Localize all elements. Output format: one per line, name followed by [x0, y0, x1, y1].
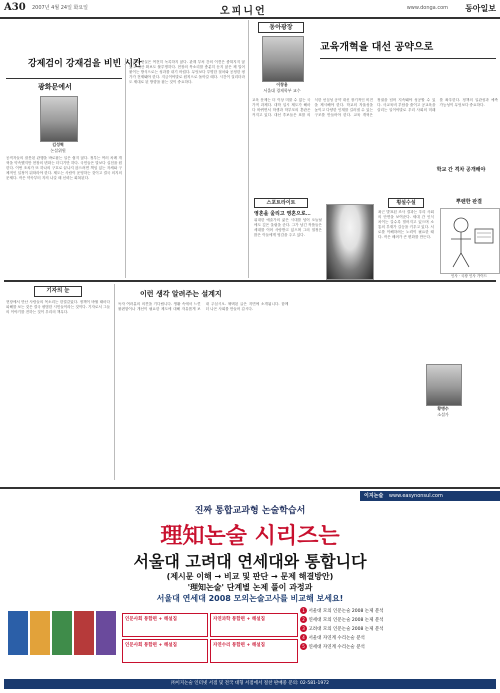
editorial-body: 교육 문제는 더 이상 미룰 수 없는 국가적 과제다. 대학 입시 제도가 해마다 바뀌면서 학생과 학부모의 혼란은 커지고 있다. 대선 후보들은 표를 의식한 선심성 공약 대신 장기적인 비전을 제시해야 한다. 학교의 자율성을 높이고 다양한 인재를 길러낼 수 있는 구조를 만들어야 한다. 교육 개혁은 정권을 넘어 지속돼야 성공할 수 있다. 사교육비 부담을 줄이고 공교육을 살리는 일이야말로 우리 사회의 미래를 좌우한다. 정책의 일관성과 예측 가능성이 무엇보다 중요하다. [252, 98, 498, 118]
section-title: 오피니언 [220, 6, 267, 17]
ad-book-text: 연세대 모의 인문논술 2008 논제 분석 [308, 618, 384, 623]
ad-book-item [300, 607, 494, 616]
page-date: 2007년 4월 24일 화요일 [32, 5, 89, 11]
page-header [0, 0, 500, 19]
ad-footer: ㈜이지논술 인터넷 서점 및 전국 대형 서점에서 절찬 판매중 문의: 02-581-1972 [4, 679, 496, 689]
ad-big-sub: 서울대 고려대 연세대와 통합니다 [133, 552, 367, 571]
mid-rule [4, 280, 496, 282]
editorial-writer-role: 서울대 경제학부 교수 [263, 88, 301, 93]
col1-author-name: 김성혁 [52, 142, 64, 147]
editorial-rule [320, 58, 496, 59]
col1-body: 공직자들의 잘못된 관행을 바로잡는 일은 쉽지 않다. 정부는 여러 차례 개혁을 약속했지만 현장의 변화는 더디기만 하다. 국민들은 말보다 실천을 원한다. 이번 조치가 또 하나의 구호로 끝나지 않으려면 책임 있는 자세와 구체적인 일정이 뒤따라야 한다. 제도는 사람이 운영하는 것이고 결국 의지의 문제다. 작은 약속부터 지켜 나갈 때 신뢰는 회복된다. [6, 156, 122, 181]
ad-book-num: 3 [300, 625, 307, 632]
ad-book-text: 서울대 모의 인문논술 2008 논제 분석 [308, 609, 384, 614]
reader-body: 독자 여러분의 의견을 기다립니다. 생활 속에서 느낀 불편함이나 개선이 필요한 제도에 대해 자유롭게 보내 주십시오. 채택된 글은 지면에 소개됩니다. 함께 더 나은 사회를 만들어 갑시다. [118, 302, 289, 312]
cheongsimsang-label: 횡설수설 [388, 198, 424, 208]
ad-book-text: 서울대 자연계 수리논술 분석 [308, 636, 365, 641]
col1-column-title: 광화문에서 [38, 82, 72, 91]
ad-book-num: 5 [300, 643, 307, 650]
ad-sub1: (제시문 이해 → 비교 및 판단 → 문제 해결방안) [166, 572, 334, 581]
site-url: www.donga.com [406, 5, 448, 11]
col2-body: 그러나 현실은 여전히 녹록하지 않다. 관계 부처 간의 이견은 좁혀지지 않았고 예산 확보도 불투명하다. 현장의 목소리를 충분히 듣지 않은 채 밀어붙이는 방식으로는 성과를 내기 어렵다. 무엇보다 투명한 절차와 공정한 평가가 전제돼야 한다. 지금이야말로 원칙으로 돌아갈 때다. 시간이 걸리더라도 제대로 된 방향을 잡는 것이 중요하다. [129, 60, 245, 85]
ad-book-cover [8, 611, 28, 655]
reader-photo [426, 364, 462, 406]
ad-book-text: 연세대 자연계 수리논술 분석 [308, 645, 365, 650]
page-number: A30 [4, 2, 26, 13]
ad-book-item [300, 643, 494, 652]
ad-book-item [300, 625, 494, 634]
ad-info-box-2 [122, 639, 208, 663]
ad-book-cover [74, 611, 94, 655]
ad-info-title-1: 인문사회 통합편 + 해설집 [125, 617, 177, 622]
ad-info-box-1 [122, 613, 208, 637]
ad-book-cover [52, 611, 72, 655]
sports-headline: 영혼을 울리고 영혼으로… [254, 211, 311, 217]
ad-sub2: '理知논술' 단계별 논제 풀이 과정과 [187, 583, 313, 592]
ad-book-list [300, 607, 494, 687]
col-divider-1 [125, 58, 126, 278]
sports-label: 스포트라이트 [254, 198, 308, 208]
editorial-label: 동아광장 [258, 22, 304, 33]
cheongsimsang-body: 최근 발표된 조사 결과는 우리 사회의 단면을 보여준다. 세대 간 인식 차이는 갈수록 벌어지고 있으며 소통의 부재가 갈등을 키우고 있다. 서로를 이해하려는 노력이 필요한 때다. 작은 배려가 큰 변화를 만든다. [378, 210, 434, 240]
letters-label: 기자의 눈 [34, 286, 82, 297]
brand-logo: 동아일보 [465, 3, 496, 13]
ad-book-cover [30, 611, 50, 655]
ad-book-item [300, 634, 494, 643]
ad-logo-url: www.easynonsul.com [388, 493, 443, 499]
ad-info-title-4: 자연수리 통합편 + 해설집 [213, 643, 265, 648]
col1-rule [6, 78, 122, 79]
ad-logo-text: 이지논술 [364, 493, 384, 499]
cartoon-label: 뿌렌한 판결 [456, 199, 482, 205]
ad-info-title-3: 자연과학 통합편 + 해설집 [213, 617, 265, 622]
editorial-writer-photo [262, 36, 304, 82]
ad-info-box-4 [210, 639, 298, 663]
ad-book-num: 1 [300, 607, 307, 614]
editorial-writer-name: 이창용 [276, 82, 288, 87]
reader-photo-name: 황병수 [437, 406, 449, 411]
ad-book-text: 고려대 모의 인문논술 2008 논제 분석 [308, 627, 384, 632]
col-divider-2 [248, 20, 249, 278]
ad-book-num: 4 [300, 634, 307, 641]
letters-body: 현장에서 만난 사람들의 목소리는 한결같았다. 정책이 바뀔 때마다 피해를 보는 것은 결국 평범한 시민들이라는 것이다. 기자로서 그들의 이야기를 전하는 것이 우리의 책무다. [6, 300, 110, 315]
col1-headline: 강제검이 강재검을 비빈 시간 [28, 59, 142, 69]
reader-label: 이런 생각 알려주는 설계지 [140, 289, 222, 298]
editorial-headline: 교육개혁을 대선 공약으로 [320, 42, 434, 53]
advertisement [0, 487, 500, 693]
ad-sub3: 서울대 연세대 2008 모의논술고사를 비교해 보세요! [156, 594, 344, 603]
sports-body: 위대한 예술가의 삶은 시대를 넘어 오늘날에도 깊은 울림을 준다. 그가 남긴 작품들은 세대를 이어 사랑받고 있으며 그의 열정은 많은 이들에게 영감을 주고 있다. [254, 218, 322, 238]
sports-portrait [326, 204, 374, 280]
ad-big-title: 理知논술 시리즈는 [160, 524, 340, 549]
col1-author-photo [40, 96, 78, 142]
ad-info-box-3 [210, 613, 298, 637]
cartoon-figure-icon [441, 209, 499, 273]
ad-book-covers [8, 611, 118, 657]
ad-book-item [300, 616, 494, 625]
ad-info-title-2: 인문사회 통합편 + 해설집 [125, 643, 177, 648]
col1-author-role: 논설위원 [50, 148, 66, 153]
ad-book-cover [96, 611, 116, 655]
ad-tagline: 진짜 통합교과형 논술학습서 [194, 506, 306, 516]
cartoon-drawing [440, 208, 500, 274]
ad-book-num: 2 [300, 616, 307, 623]
col-divider-3 [114, 284, 115, 480]
editorial-side-heading: 학교 간 격차 공개해야 [436, 167, 486, 173]
reader-photo-role: 소설가 [437, 412, 449, 417]
ad-logo[interactable] [360, 491, 500, 501]
cartoon-caption: 인사 · 국장 인사 가이드 [451, 274, 487, 278]
